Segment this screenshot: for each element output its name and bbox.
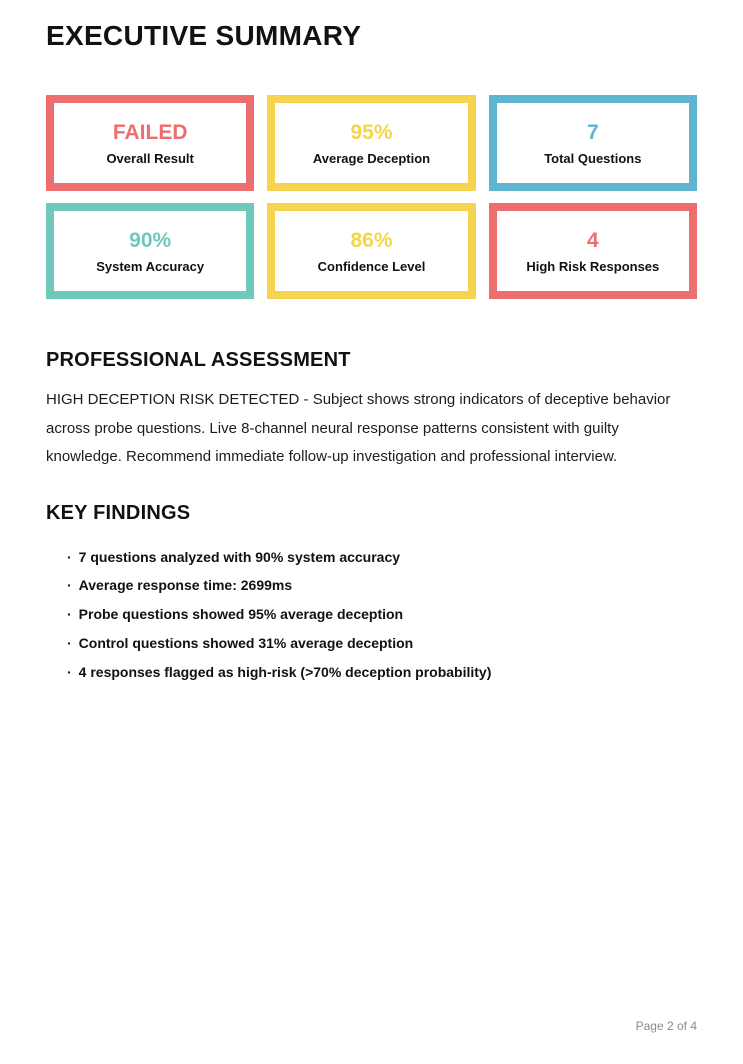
metric-value: 7	[586, 120, 599, 144]
finding-item	[46, 600, 697, 629]
metric-card-high-risk-responses	[489, 203, 697, 299]
metric-value: 86%	[350, 228, 393, 252]
metric-card-overall-result	[46, 95, 254, 191]
metric-label: Average Deception	[312, 150, 431, 166]
key-findings-heading: KEY FINDINGS	[46, 501, 191, 524]
metric-card-average-deception	[267, 95, 475, 191]
professional-assessment-text: HIGH DECEPTION RISK DETECTED - Subject shows strong indicators of deceptive behavior across probe questions. Live 8-channel neural response patterns consistent with guilty knowledge. Recommend immediate follow-up investigation and professional interview.	[46, 391, 671, 465]
metric-value: FAILED	[112, 120, 188, 144]
metric-label: Confidence Level	[317, 258, 426, 274]
key-findings-list	[46, 543, 697, 687]
finding-item	[46, 543, 697, 572]
bullet-glyph: ·	[67, 634, 72, 651]
finding-item	[46, 658, 697, 687]
metric-card-confidence-level	[267, 203, 475, 299]
metric-value: 4	[586, 228, 599, 252]
bullet-glyph: ·	[67, 577, 72, 594]
page-number: Page 2 of 4	[635, 1019, 697, 1033]
finding-text: Probe questions showed 95% average deception	[78, 606, 404, 623]
bullet-glyph: ·	[67, 606, 72, 623]
metric-value: 90%	[129, 228, 172, 252]
page-title: EXECUTIVE SUMMARY	[46, 20, 362, 51]
metric-label: System Accuracy	[96, 258, 205, 274]
report-page	[0, 20, 743, 686]
finding-text: Average response time: 2699ms	[78, 577, 293, 594]
metric-label: Overall Result	[106, 150, 194, 166]
finding-text: 4 responses flagged as high-risk (>70% deception probability)	[78, 663, 492, 680]
finding-item	[46, 629, 697, 658]
finding-item	[46, 571, 697, 600]
metrics-grid	[46, 95, 697, 299]
finding-text: Control questions showed 31% average deception	[78, 634, 414, 651]
finding-text: 7 questions analyzed with 90% system accuracy	[78, 548, 401, 565]
metric-card-system-accuracy	[46, 203, 254, 299]
metric-label: High Risk Responses	[526, 258, 660, 274]
metric-value: 95%	[350, 120, 393, 144]
bullet-glyph: ·	[67, 548, 72, 565]
metric-card-total-questions	[489, 95, 697, 191]
metric-label: Total Questions	[544, 150, 642, 166]
bullet-glyph: ·	[67, 663, 72, 680]
professional-assessment-heading: PROFESSIONAL ASSESSMENT	[46, 349, 351, 371]
